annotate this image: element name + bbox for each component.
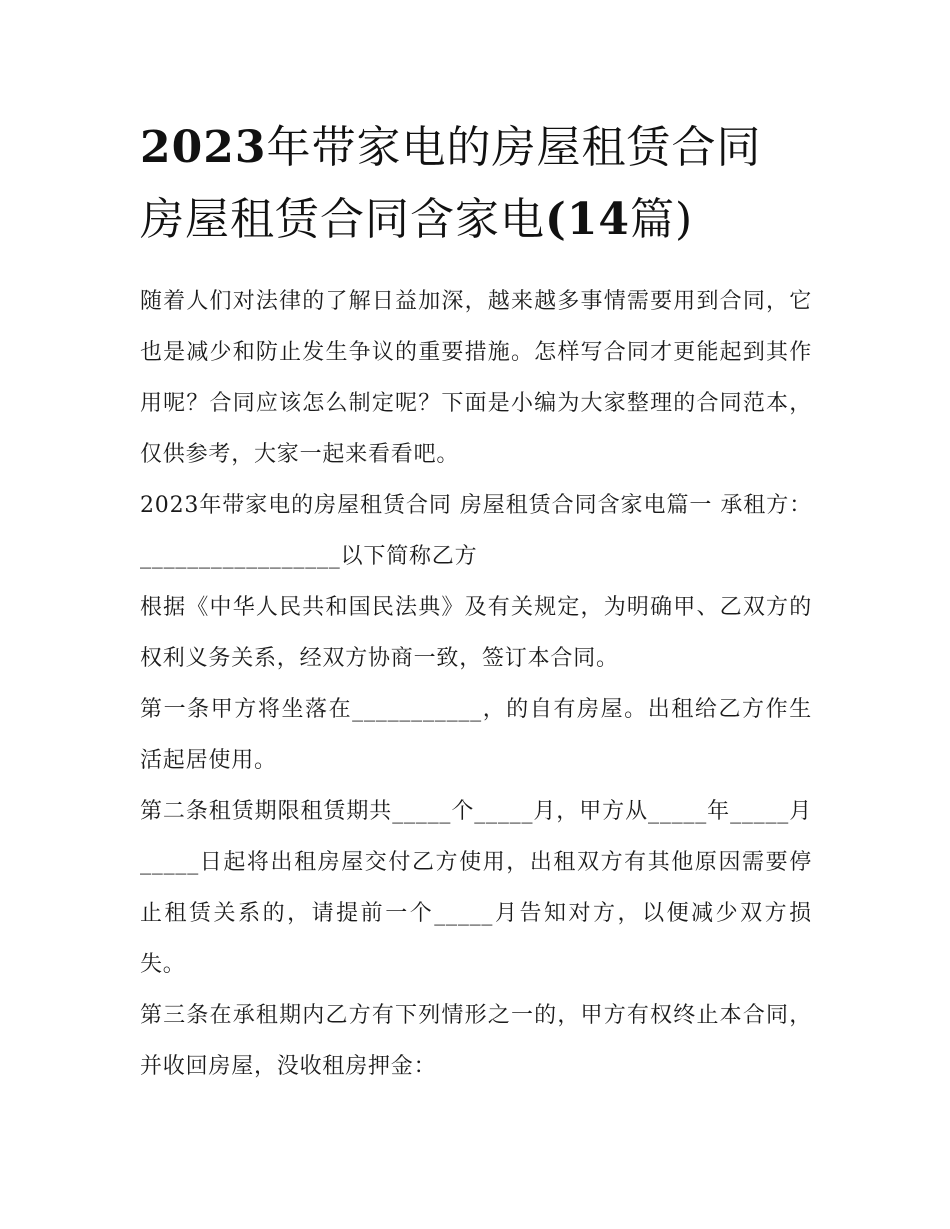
title-line-2-text: 房屋租赁合同含家电 <box>140 194 545 245</box>
document-page <box>140 112 812 1092</box>
document-body <box>140 276 812 1092</box>
paragraph-intro: 随着人们对法律的了解日益加深，越来越多事情需要用到合同，它也是减少和防止发生争议的重要措施。怎样写合同才更能起到其作用呢？合同应该怎么制定呢？下面是小编为大家整理的合同范本，仅供参考，大家一起来看看吧。 <box>140 289 812 467</box>
paragraph-article-2: 第二条租赁期限租赁期共_____个_____月，甲方从_____年_____月_____日起将出租房屋交付乙方使用，出租双方有其他原因需要停止租赁关系的，请提前一个_____月告知对方，以便减少双方损失。 <box>140 799 812 977</box>
document-title <box>140 112 812 256</box>
paragraph-basis: 根据《中华人民共和国民法典》及有关规定，为明确甲、乙双方的权利义务关系，经双方协商一致，签订本合同。 <box>140 595 812 671</box>
title-count: (14 <box>545 194 631 245</box>
title-line-1 <box>140 122 761 173</box>
title-line-2 <box>140 194 693 245</box>
paragraph-article-1: 第一条甲方将坐落在___________，的自有房屋。出租给乙方作生活起居使用。 <box>140 697 812 773</box>
title-line-1-text: 年带家电的房屋租赁合同 <box>266 122 762 173</box>
paragraph-article-3: 第三条在承租期内乙方有下列情形之一的，甲方有权终止本合同，并收回房屋，没收租房押金： <box>140 1003 812 1079</box>
title-year: 2023 <box>140 122 267 173</box>
title-line-2-end: 篇) <box>630 194 694 245</box>
paragraph-section-heading: 2023年带家电的房屋租赁合同 房屋租赁合同含家电篇一 承租方：_________________以下简称乙方 <box>140 493 812 569</box>
